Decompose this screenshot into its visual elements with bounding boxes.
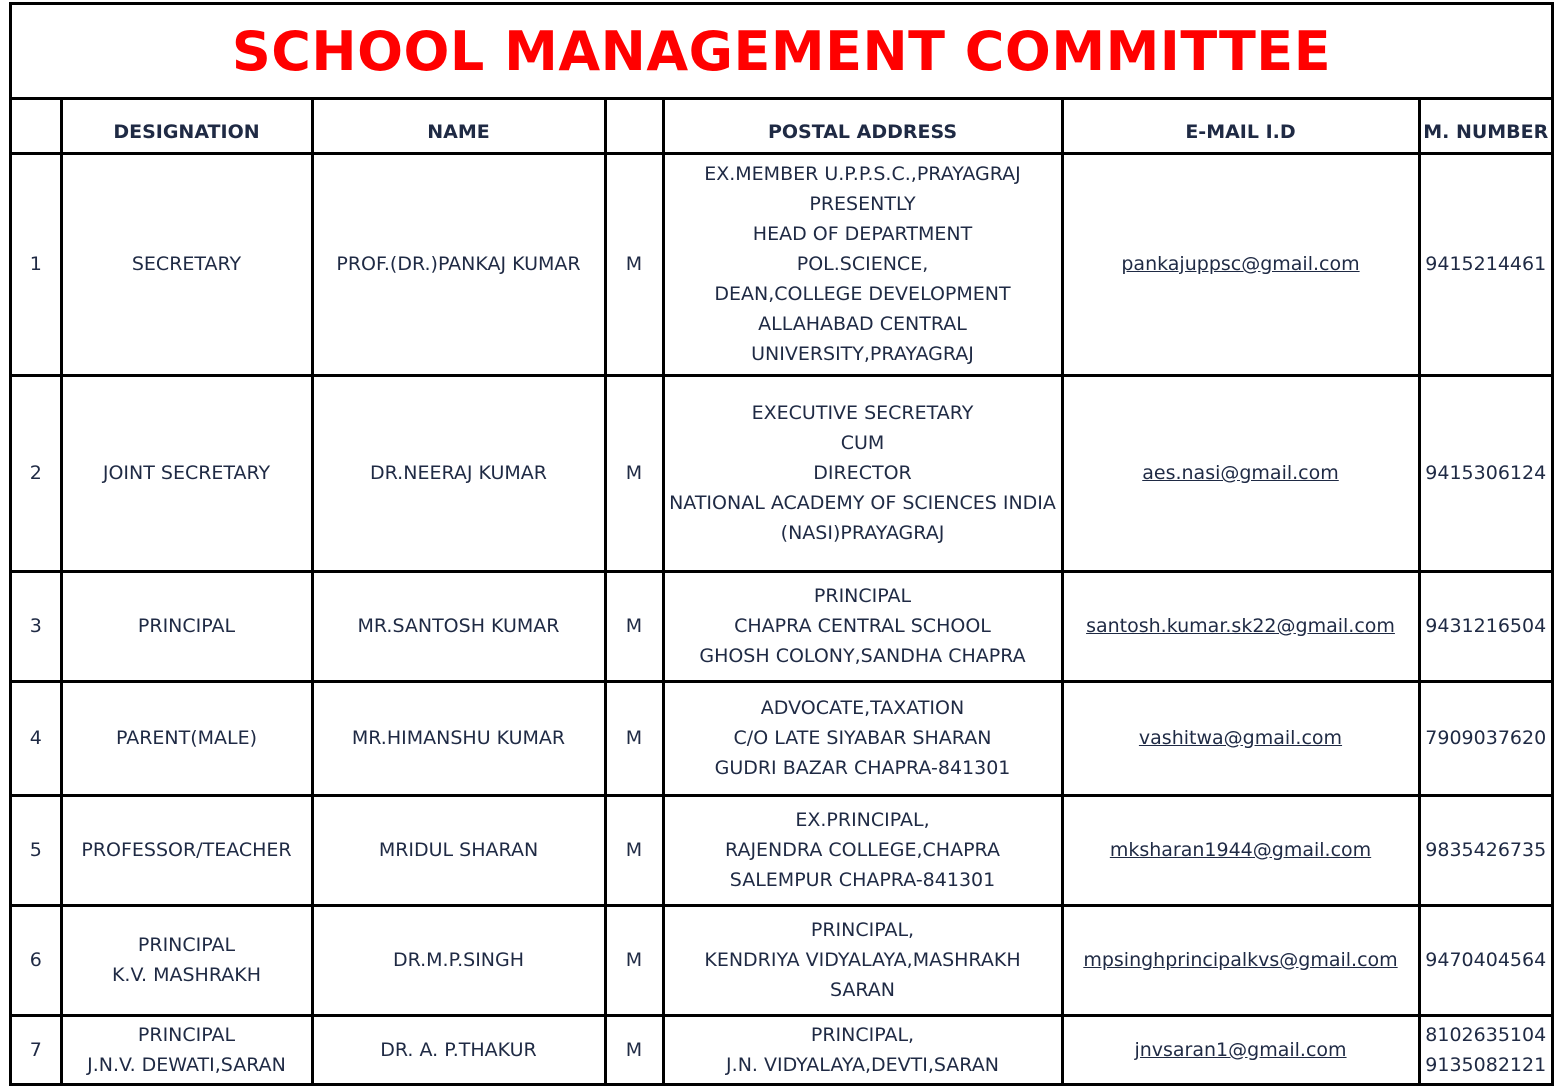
row-number: 2: [12, 375, 61, 571]
mobile-cell-line: 8102635104: [1425, 1023, 1547, 1046]
row-number: 4: [12, 681, 61, 795]
address-cell-line: C/O LATE SIYABAR SHARAN: [733, 727, 992, 749]
address-cell-line: ADVOCATE,TAXATION: [760, 697, 965, 719]
email-cell: [1062, 681, 1419, 795]
email-cell: [1062, 153, 1419, 375]
designation-cell-line: SECRETARY: [131, 253, 242, 275]
designation-cell: [61, 681, 312, 795]
address-cell-line: CUM: [840, 432, 885, 454]
table-row: [12, 905, 1551, 1015]
address-cell: [663, 375, 1062, 571]
mobile-cell-line: 9431216504: [1425, 615, 1547, 637]
designation-cell: [61, 375, 312, 571]
address-cell-line: GHOSH COLONY,SANDHA CHAPRA: [699, 645, 1026, 667]
table-row: [12, 1015, 1551, 1083]
name-cell: MRIDUL SHARAN: [312, 795, 605, 905]
address-cell-line: RAJENDRA COLLEGE,CHAPRA: [725, 839, 1000, 861]
gender-cell: M: [605, 153, 663, 375]
email-cell: [1062, 795, 1419, 905]
designation-cell: [61, 905, 312, 1015]
address-cell-line: (NASI)PRAYAGRAJ: [780, 522, 945, 544]
header-gender: [605, 100, 663, 153]
gender-cell: M: [605, 905, 663, 1015]
address-cell: [663, 681, 1062, 795]
header-row: [12, 100, 1551, 153]
title-bar: [12, 5, 1551, 100]
email-link[interactable]: pankajuppsc@gmail.com: [1121, 253, 1360, 275]
designation-cell: [61, 795, 312, 905]
address-cell-line: DIRECTOR: [813, 462, 912, 484]
address-cell-line: PRINCIPAL: [813, 585, 912, 607]
mobile-cell: [1419, 681, 1551, 795]
gender-cell: M: [605, 1015, 663, 1083]
name-cell: MR.HIMANSHU KUMAR: [312, 681, 605, 795]
committee-table: [12, 100, 1551, 1083]
row-number: 5: [12, 795, 61, 905]
address-cell: [663, 795, 1062, 905]
row-number: 6: [12, 905, 61, 1015]
email-cell: [1062, 905, 1419, 1015]
mobile-cell-line: 9470404564: [1425, 949, 1547, 971]
address-cell-line: HEAD OF DEPARTMENT: [752, 223, 973, 245]
address-cell: [663, 1015, 1062, 1083]
row-number: 1: [12, 153, 61, 375]
address-cell-line: POL.SCIENCE,: [796, 253, 929, 275]
header-email: E-MAIL I.D: [1062, 100, 1419, 153]
page-title: SCHOOL MANAGEMENT COMMITTEE: [231, 19, 1332, 83]
address-cell-line: PRESENTLY: [809, 193, 916, 215]
header-sno: [12, 100, 61, 153]
header-name: NAME: [312, 100, 605, 153]
designation-cell-line: JOINT SECRETARY: [102, 462, 271, 484]
address-cell-line: ALLAHABAD CENTRAL: [758, 313, 967, 335]
designation-cell: [61, 153, 312, 375]
address-cell-line: PRINCIPAL,: [810, 919, 915, 941]
header-mobile: M. NUMBER: [1419, 100, 1551, 153]
email-link[interactable]: aes.nasi@gmail.com: [1142, 462, 1339, 484]
mobile-cell-line: 9415214461: [1425, 253, 1547, 275]
email-cell: [1062, 375, 1419, 571]
address-cell-line: PRINCIPAL,: [810, 1023, 915, 1046]
mobile-cell-line: 9415306124: [1425, 462, 1547, 484]
email-link[interactable]: santosh.kumar.sk22@gmail.com: [1086, 615, 1395, 637]
address-cell-line: EX.MEMBER U.P.P.S.C.,PRAYAGRAJ: [704, 163, 1021, 185]
address-cell-line: DEAN,COLLEGE DEVELOPMENT: [714, 283, 1011, 305]
table-row: [12, 571, 1551, 681]
committee-sheet: [9, 2, 1554, 1086]
gender-cell: M: [605, 681, 663, 795]
mobile-cell: [1419, 905, 1551, 1015]
table-row: [12, 375, 1551, 571]
designation-cell-line: PARENT(MALE): [115, 727, 258, 749]
gender-cell: M: [605, 795, 663, 905]
table-row: [12, 681, 1551, 795]
email-cell: [1062, 571, 1419, 681]
address-cell: [663, 153, 1062, 375]
address-cell: [663, 905, 1062, 1015]
name-cell: DR.NEERAJ KUMAR: [312, 375, 605, 571]
email-link[interactable]: jnvsaran1@gmail.com: [1134, 1038, 1347, 1061]
gender-cell: M: [605, 375, 663, 571]
designation-cell-line: PROFESSOR/TEACHER: [81, 839, 292, 861]
mobile-cell: [1419, 153, 1551, 375]
row-number: 3: [12, 571, 61, 681]
mobile-cell: [1419, 375, 1551, 571]
address-cell-line: EX.PRINCIPAL,: [795, 809, 930, 831]
row-number: 7: [12, 1015, 61, 1083]
mobile-cell-line: 9835426735: [1425, 839, 1547, 861]
address-cell-line: EXECUTIVE SECRETARY: [751, 402, 974, 424]
email-link[interactable]: vashitwa@gmail.com: [1138, 727, 1343, 749]
name-cell: MR.SANTOSH KUMAR: [312, 571, 605, 681]
table-row: [12, 795, 1551, 905]
header-designation: DESIGNATION: [61, 100, 312, 153]
address-cell: [663, 571, 1062, 681]
designation-cell-line: K.V. MASHRAKH: [111, 964, 262, 986]
designation-cell-line: PRINCIPAL: [137, 615, 236, 637]
address-cell-line: GUDRI BAZAR CHAPRA-841301: [714, 757, 1011, 779]
name-cell: PROF.(DR.)PANKAJ KUMAR: [312, 153, 605, 375]
designation-cell-line: PRINCIPAL: [137, 1023, 236, 1046]
table-body: [12, 100, 1551, 1083]
address-cell-line: UNIVERSITY,PRAYAGRAJ: [751, 343, 974, 365]
address-cell-line: J.N. VIDYALAYA,DEVTI,SARAN: [726, 1053, 999, 1076]
address-cell-line: KENDRIYA VIDYALAYA,MASHRAKH: [704, 949, 1021, 971]
address-cell-line: CHAPRA CENTRAL SCHOOL: [734, 615, 991, 637]
email-cell: [1062, 1015, 1419, 1083]
designation-cell: [61, 571, 312, 681]
address-cell-line: SALEMPUR CHAPRA-841301: [729, 869, 996, 891]
designation-cell: [61, 1015, 312, 1083]
address-cell-line: SARAN: [829, 979, 896, 1001]
designation-cell-line: J.N.V. DEWATI,SARAN: [87, 1053, 286, 1076]
table-row: [12, 153, 1551, 375]
name-cell: DR.M.P.SINGH: [312, 905, 605, 1015]
gender-cell: M: [605, 571, 663, 681]
mobile-cell: [1419, 571, 1551, 681]
mobile-cell: [1419, 795, 1551, 905]
mobile-cell: [1419, 1015, 1551, 1083]
email-link[interactable]: mpsinghprincipalkvs@gmail.com: [1083, 949, 1398, 971]
email-link[interactable]: mksharan1944@gmail.com: [1109, 839, 1372, 861]
designation-cell-line: PRINCIPAL: [137, 934, 236, 956]
mobile-cell-line: 9135082121: [1425, 1053, 1547, 1076]
header-address: POSTAL ADDRESS: [663, 100, 1062, 153]
name-cell: DR. A. P.THAKUR: [312, 1015, 605, 1083]
mobile-cell-line: 7909037620: [1425, 727, 1547, 749]
address-cell-line: NATIONAL ACADEMY OF SCIENCES INDIA: [669, 492, 1056, 514]
